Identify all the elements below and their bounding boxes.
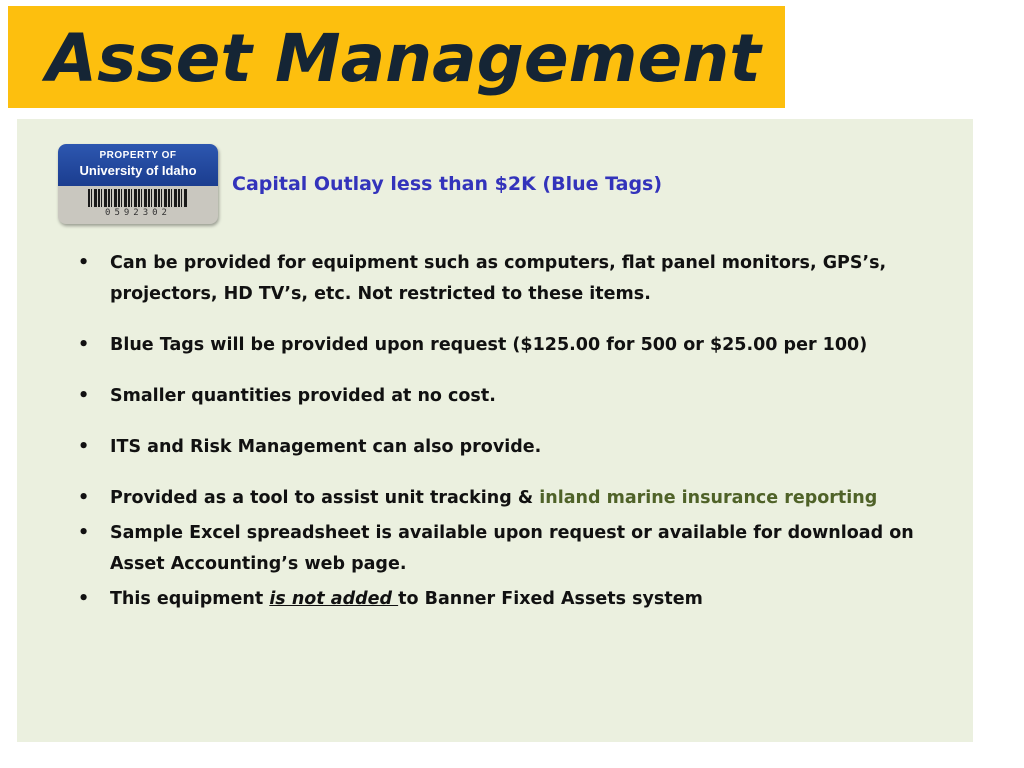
- property-tag-image: [58, 144, 218, 224]
- bullet-item: [76, 483, 956, 514]
- insurance-highlight-text: inland marine insurance reporting: [539, 488, 878, 508]
- bullet-text: Sample Excel spreadsheet is available upon request or available for download on Asset Accounting’s web page.: [110, 523, 914, 574]
- bullet-item: [76, 518, 956, 580]
- barcode-icon: [88, 189, 188, 207]
- bullet-text: This equipment: [110, 589, 270, 609]
- bullet-text: Provided as a tool to assist unit tracking &: [110, 488, 540, 508]
- bullet-item: [76, 432, 956, 463]
- tag-number: 0592302: [105, 208, 171, 218]
- bullet-item: [76, 584, 956, 615]
- bullet-text: Blue Tags will be provided upon request ($125.00 for 500 or $25.00 per 100): [110, 335, 868, 355]
- bullet-list: [76, 248, 956, 619]
- bullet-text: Can be provided for equipment such as computers, flat panel monitors, GPS’s, projectors, HD TV’s, etc. Not restricted to these items.: [110, 253, 887, 304]
- slide-subtitle: Capital Outlay less than $2K (Blue Tags): [232, 173, 663, 195]
- tag-university-text: University of Idaho: [79, 163, 197, 178]
- bullet-item: [76, 330, 956, 361]
- bullet-text: Smaller quantities provided at no cost.: [110, 386, 496, 406]
- bullet-text: ITS and Risk Management can also provide.: [110, 437, 542, 457]
- bullet-item: [76, 381, 956, 412]
- slide-title: Asset Management: [46, 20, 761, 97]
- bullet-text: to Banner Fixed Assets system: [398, 589, 703, 609]
- tag-property-of-text: PROPERTY OF: [99, 150, 177, 161]
- emphasis-text: is not added: [269, 589, 399, 609]
- bullet-item: [76, 248, 956, 310]
